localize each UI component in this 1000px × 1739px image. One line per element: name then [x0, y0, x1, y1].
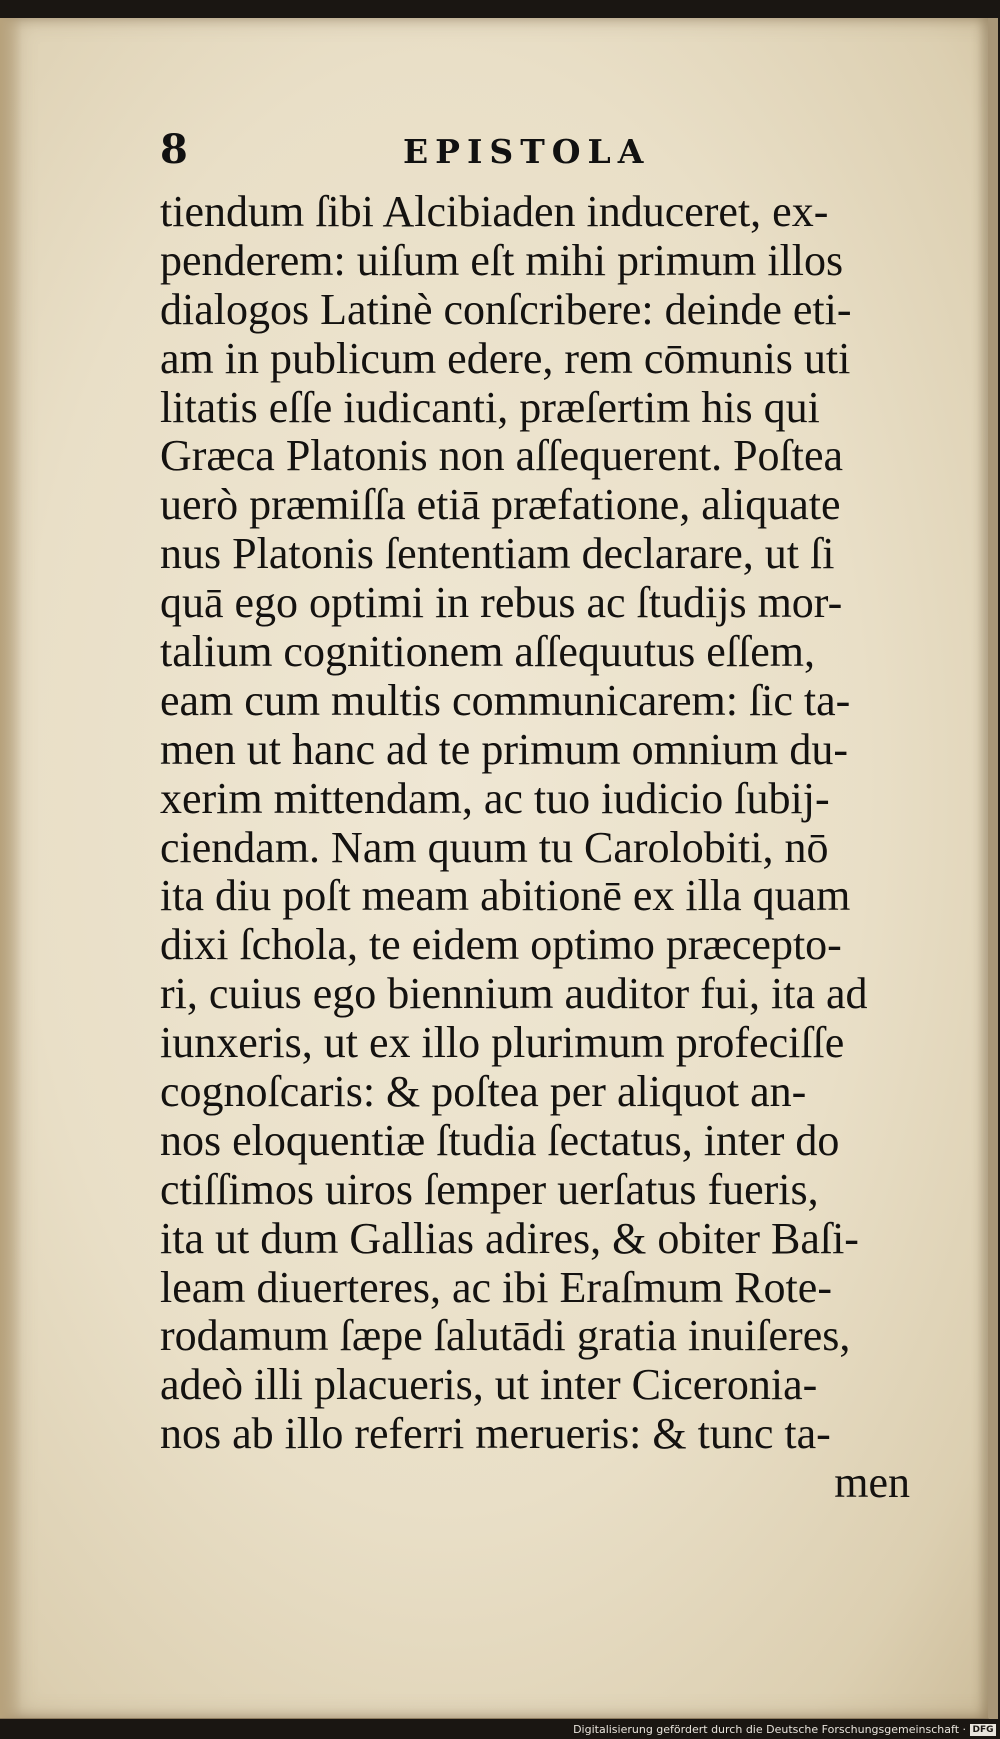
text-line: ctiſſimos uiros ſemper uerſatus fueris,: [160, 1164, 819, 1214]
text-line: leam diuerteres, ac ibi Eraſmum Rote-: [160, 1262, 832, 1312]
text-line: ita diu poſt meam abitionē ex illa quam: [160, 871, 851, 921]
text-line: nus Platonis ſententiam declarare, ut ſi: [160, 529, 835, 579]
text-line: dixi ſchola, te eidem optimo præcepto-: [160, 920, 842, 970]
text-line: rodamum ſæpe ſalutādi gratia inuiſeres,: [160, 1311, 851, 1361]
text-line: xerim mittendam, ac tuo iudicio ſubij-: [160, 773, 830, 823]
text-line: am in publicum edere, rem cōmunis uti: [160, 333, 851, 383]
text-line: ri, cuius ego biennium auditor fui, ita ad: [160, 969, 868, 1019]
text-line: men ut hanc ad te primum omnium du-: [160, 724, 848, 774]
text-line: penderem: uiſum eſt mihi primum illos: [160, 235, 844, 285]
funding-credit: Digitalisierung gefördert durch die Deutsche Forschungsgemeinschaft ·: [573, 1723, 966, 1736]
scan-top-edge: [0, 0, 1000, 18]
text-line: quā ego optimi in rebus ac ſtudijs mor-: [160, 578, 843, 628]
text-line: talium cognitionem aſſequutus eſſem,: [160, 627, 815, 677]
text-line: uerò præmiſſa etiā præfatione, aliquate: [160, 480, 841, 530]
text-line: ita ut dum Gallias adires, & obiter Baſi-: [160, 1213, 859, 1263]
text-line: tiendum ſibi Alcibiaden induceret, ex-: [160, 187, 829, 236]
text-line: Græca Platonis non aſſequerent. Poſtea: [160, 431, 844, 481]
text-line: nos eloquentiæ ſtudia ſectatus, inter do: [160, 1115, 840, 1165]
text-line: dialogos Latinè conſcribere: deinde eti-: [160, 284, 852, 334]
text-line: eam cum multis communicarem: ſic ta-: [160, 675, 851, 725]
digitization-footer: [0, 1719, 1000, 1739]
text-line: nos ab illo referri merueris: & tunc ta-: [160, 1409, 831, 1459]
text-line: cognoſcaris: & poſtea per aliquot an-: [160, 1067, 807, 1117]
text-line: iunxeris, ut ex illo plurimum profeciſſe: [160, 1018, 845, 1068]
folio-number: 8: [160, 126, 188, 173]
text-line: adeò illi placueris, ut inter Ciceronia-: [160, 1360, 818, 1410]
text-line: ciendam. Nam quum tu Carolobiti, nō: [160, 822, 829, 872]
page-header: [0, 126, 988, 176]
catchword: men: [834, 1458, 910, 1508]
body-text: [160, 188, 920, 1508]
text-line: litatis eſſe iudicanti, præſertim his qui: [160, 382, 820, 432]
dfg-logo: DFG: [970, 1724, 996, 1736]
book-page: [0, 18, 998, 1724]
running-head: EPISTOLA: [403, 132, 651, 171]
